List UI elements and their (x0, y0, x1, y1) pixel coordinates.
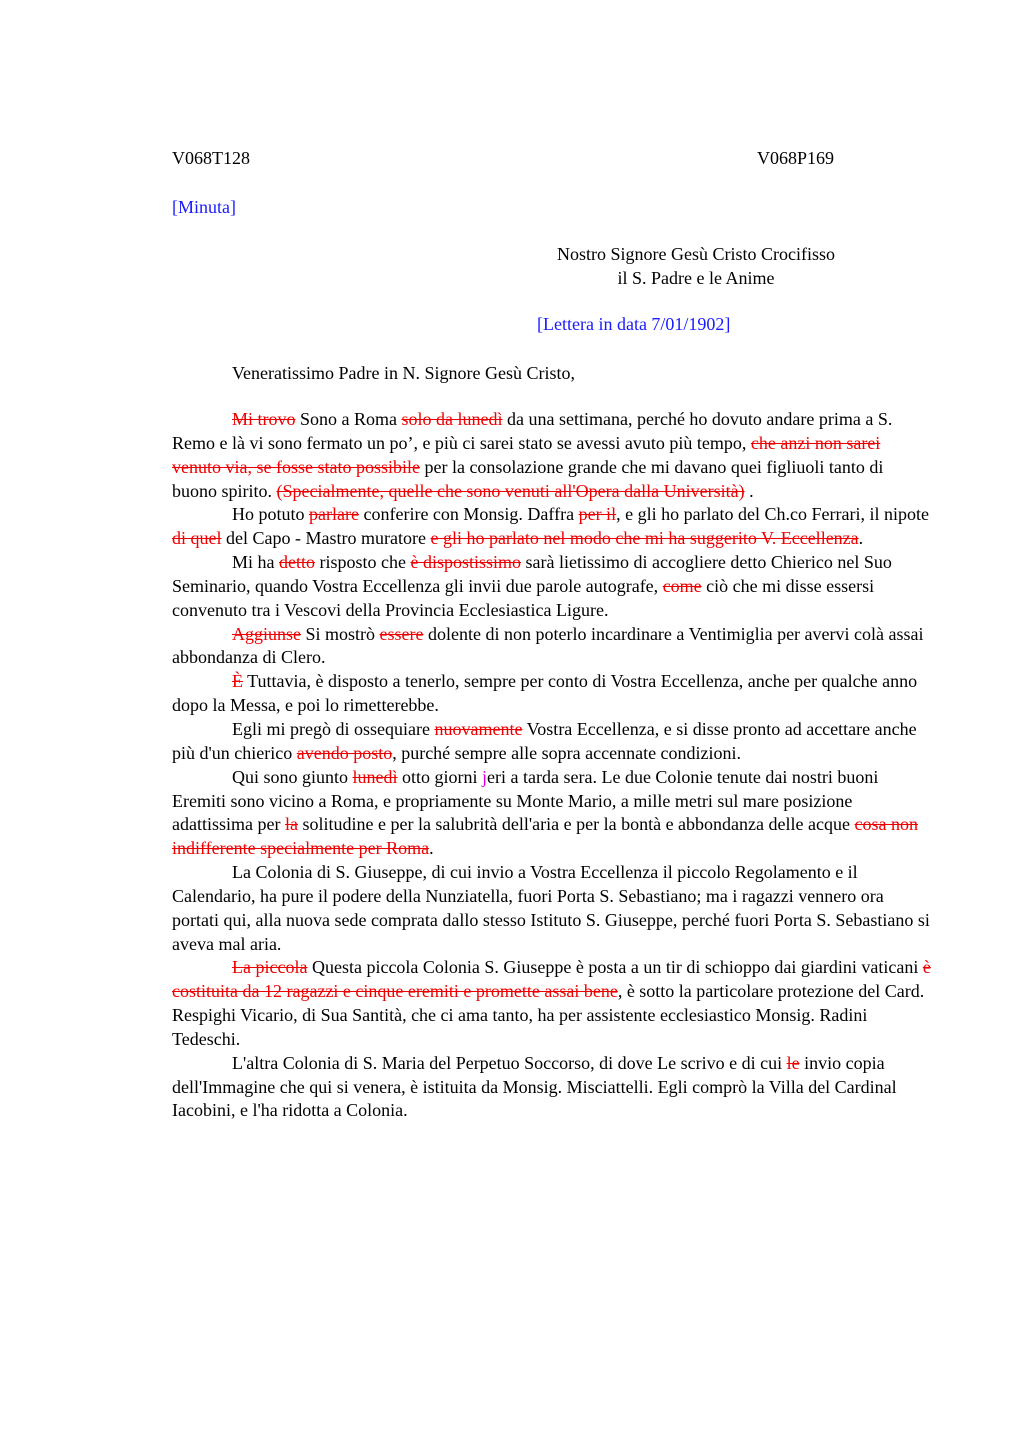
paragraph-text: Egli mi pregò di ossequiare (232, 718, 435, 739)
paragraph-text: da una settimana, perché ho dovuto andare prima a S. Remo e là vi sono fermato un po’, e più ci sarei stato se avessi avuto più tempo, (172, 409, 893, 453)
paragraph-text: La Colonia di S. Giuseppe, di cui invio a Vostra Eccellenza il piccolo Regolamento e il Calendario, ha pure il podere della Nunziatella, fuori Porta S. Sebastiano; ma i ragazzi vennero ora portati qui, alla nuova sede comprata dallo stesso Istituto S. Giuseppe, perché fuori Porta S. Sebastiano si aveva mal aria. (172, 862, 930, 954)
deleted-text: detto (279, 552, 315, 573)
deleted-text: la (284, 814, 298, 835)
paragraph-text: , purché sempre alle sopra accennate condizioni. (392, 742, 742, 763)
deleted-text: parlare (309, 504, 359, 525)
paragraph-text: per la consolazione grande che mi davano quei figliuoli tanto di buono spirito. (172, 456, 884, 501)
motto-line-2: il S. Padre e le Anime (617, 268, 775, 288)
deleted-text: come (662, 575, 702, 596)
paragraph-text: del Capo - Mastro muratore (221, 528, 431, 549)
paragraph-text: otto giorni (397, 766, 483, 787)
paragraph-text: L'altra Colonia di S. Maria del Perpetuo Soccorso, di dove Le scrivo e di cui (232, 1052, 787, 1073)
deleted-text: e gli ho parlato nel modo che mi ha suggerito V. Eccellenza (430, 528, 859, 549)
letter-paragraph (172, 408, 932, 503)
letter-paragraph (172, 861, 932, 956)
editor-note-minuta: [Minuta] (172, 197, 236, 217)
letter-paragraph (172, 956, 932, 1051)
deleted-text: è dispostissimo (410, 552, 521, 573)
paragraph-text: , e gli ho parlato del Ch.co Ferrari, il nipote (616, 504, 929, 525)
paragraph-text: Si mostrò (301, 623, 380, 644)
paragraph-text: solitudine e per la salubrità dell'aria e per la bontà e abbondanza delle acque (297, 814, 855, 835)
deleted-text: essere (379, 623, 424, 644)
paragraph-text: invio copia dell'Immagine che qui si venera, è istituita da Monsig. Misciattelli. Egli comprò la Villa del Cardinal Iacobini, e l'ha ridotta a Colonia. (172, 1052, 897, 1121)
deleted-text: le (786, 1052, 800, 1073)
paragraph-text: Ho potuto (232, 504, 310, 525)
deleted-text: lunedì (352, 766, 398, 787)
paragraph-text: Qui sono giunto (232, 766, 353, 787)
document-code-right: V068P169 (756, 148, 834, 168)
deleted-text: nuovamente (434, 718, 523, 739)
deleted-text: Mi trovo (232, 409, 296, 429)
deleted-text: di quel (172, 528, 222, 549)
deleted-text: è costituita da 12 ragazzi e cinque eremiti e promette assai bene (172, 957, 931, 1002)
letter-paragraph (172, 766, 932, 861)
paragraph-text: dolente di non poterlo incardinare a Ventimiglia per avervi colà assai abbondanza di Clero. (172, 623, 924, 668)
salutation: Veneratissimo Padre in N. Signore Gesù Cristo, (232, 363, 575, 383)
deleted-text: avendo posto (296, 742, 393, 763)
deleted-text: È (232, 671, 243, 692)
paragraph-text: eri a tarda sera. Le due Colonie tenute dai nostri buoni Eremiti sono vicino a Roma, e propriamente su Monte Mario, a mille metri sul mare posizione adattissima per (172, 766, 879, 835)
paragraph-text: Mi ha (232, 552, 279, 573)
deleted-text: cosa non indifferente specialmente per Roma (172, 814, 918, 859)
inserted-text: j (482, 766, 488, 787)
letter-paragraph (172, 1052, 932, 1124)
deleted-text: La piccola (232, 957, 308, 978)
paragraph-text: ciò che mi disse essersi convenuto tra i Vescovi della Provincia Ecclesiastica Ligure. (172, 575, 875, 620)
editor-note-date: [Lettera in data 7/01/1902] (537, 314, 731, 334)
deleted-text: per il (578, 504, 617, 525)
letter-paragraph (172, 670, 932, 718)
motto-block (536, 242, 856, 290)
paragraph-text: Vostra Eccellenza, e si disse pronto ad accettare anche più d'un chierico (172, 718, 917, 763)
paragraph-text: conferire con Monsig. Daffra (358, 504, 579, 525)
paragraph-text: sarà lietissimo di accogliere detto Chierico nel Suo Seminario, quando Vostra Eccellenza gli invii due parole autografe, (172, 552, 892, 596)
paragraph-text: , è sotto la particolare protezione del Card. Respighi Vicario, di Sua Santità, che ci ama tanto, ha per assistente ecclesiastico Monsig. Radini Tedeschi. (172, 981, 925, 1049)
motto-line-1: Nostro Signore Gesù Cristo Crocifisso (557, 244, 835, 264)
deleted-text: (Specialmente, quelle che sono venuti all'Opera dalla Università) (276, 480, 745, 501)
letter-paragraph (172, 623, 932, 671)
paragraph-text: Questa piccola Colonia S. Giuseppe è posta a un tir di schioppo dai giardini vaticani (307, 957, 923, 978)
letter-paragraph (172, 503, 932, 551)
deleted-text: che anzi non sarei venuto via, se fosse stato possibile (172, 432, 881, 477)
document-code-left: V068T128 (172, 148, 250, 168)
deleted-text: Aggiunse (232, 623, 301, 644)
paragraph-text: . (744, 480, 754, 501)
paragraph-text: . (429, 838, 434, 859)
letter-paragraph (172, 718, 932, 766)
letter-body (172, 408, 932, 1123)
letter-paragraph (172, 551, 932, 623)
deleted-text: solo da lunedì (401, 409, 503, 429)
paragraph-text: . (858, 528, 864, 549)
paragraph-text: Tuttavia, è disposto a tenerlo, sempre per conto di Vostra Eccellenza, anche per qualche anno dopo la Messa, e poi lo rimetterebbe. (172, 671, 918, 716)
paragraph-text: risposto che (315, 552, 411, 573)
paragraph-text: Sono a Roma (295, 409, 402, 429)
